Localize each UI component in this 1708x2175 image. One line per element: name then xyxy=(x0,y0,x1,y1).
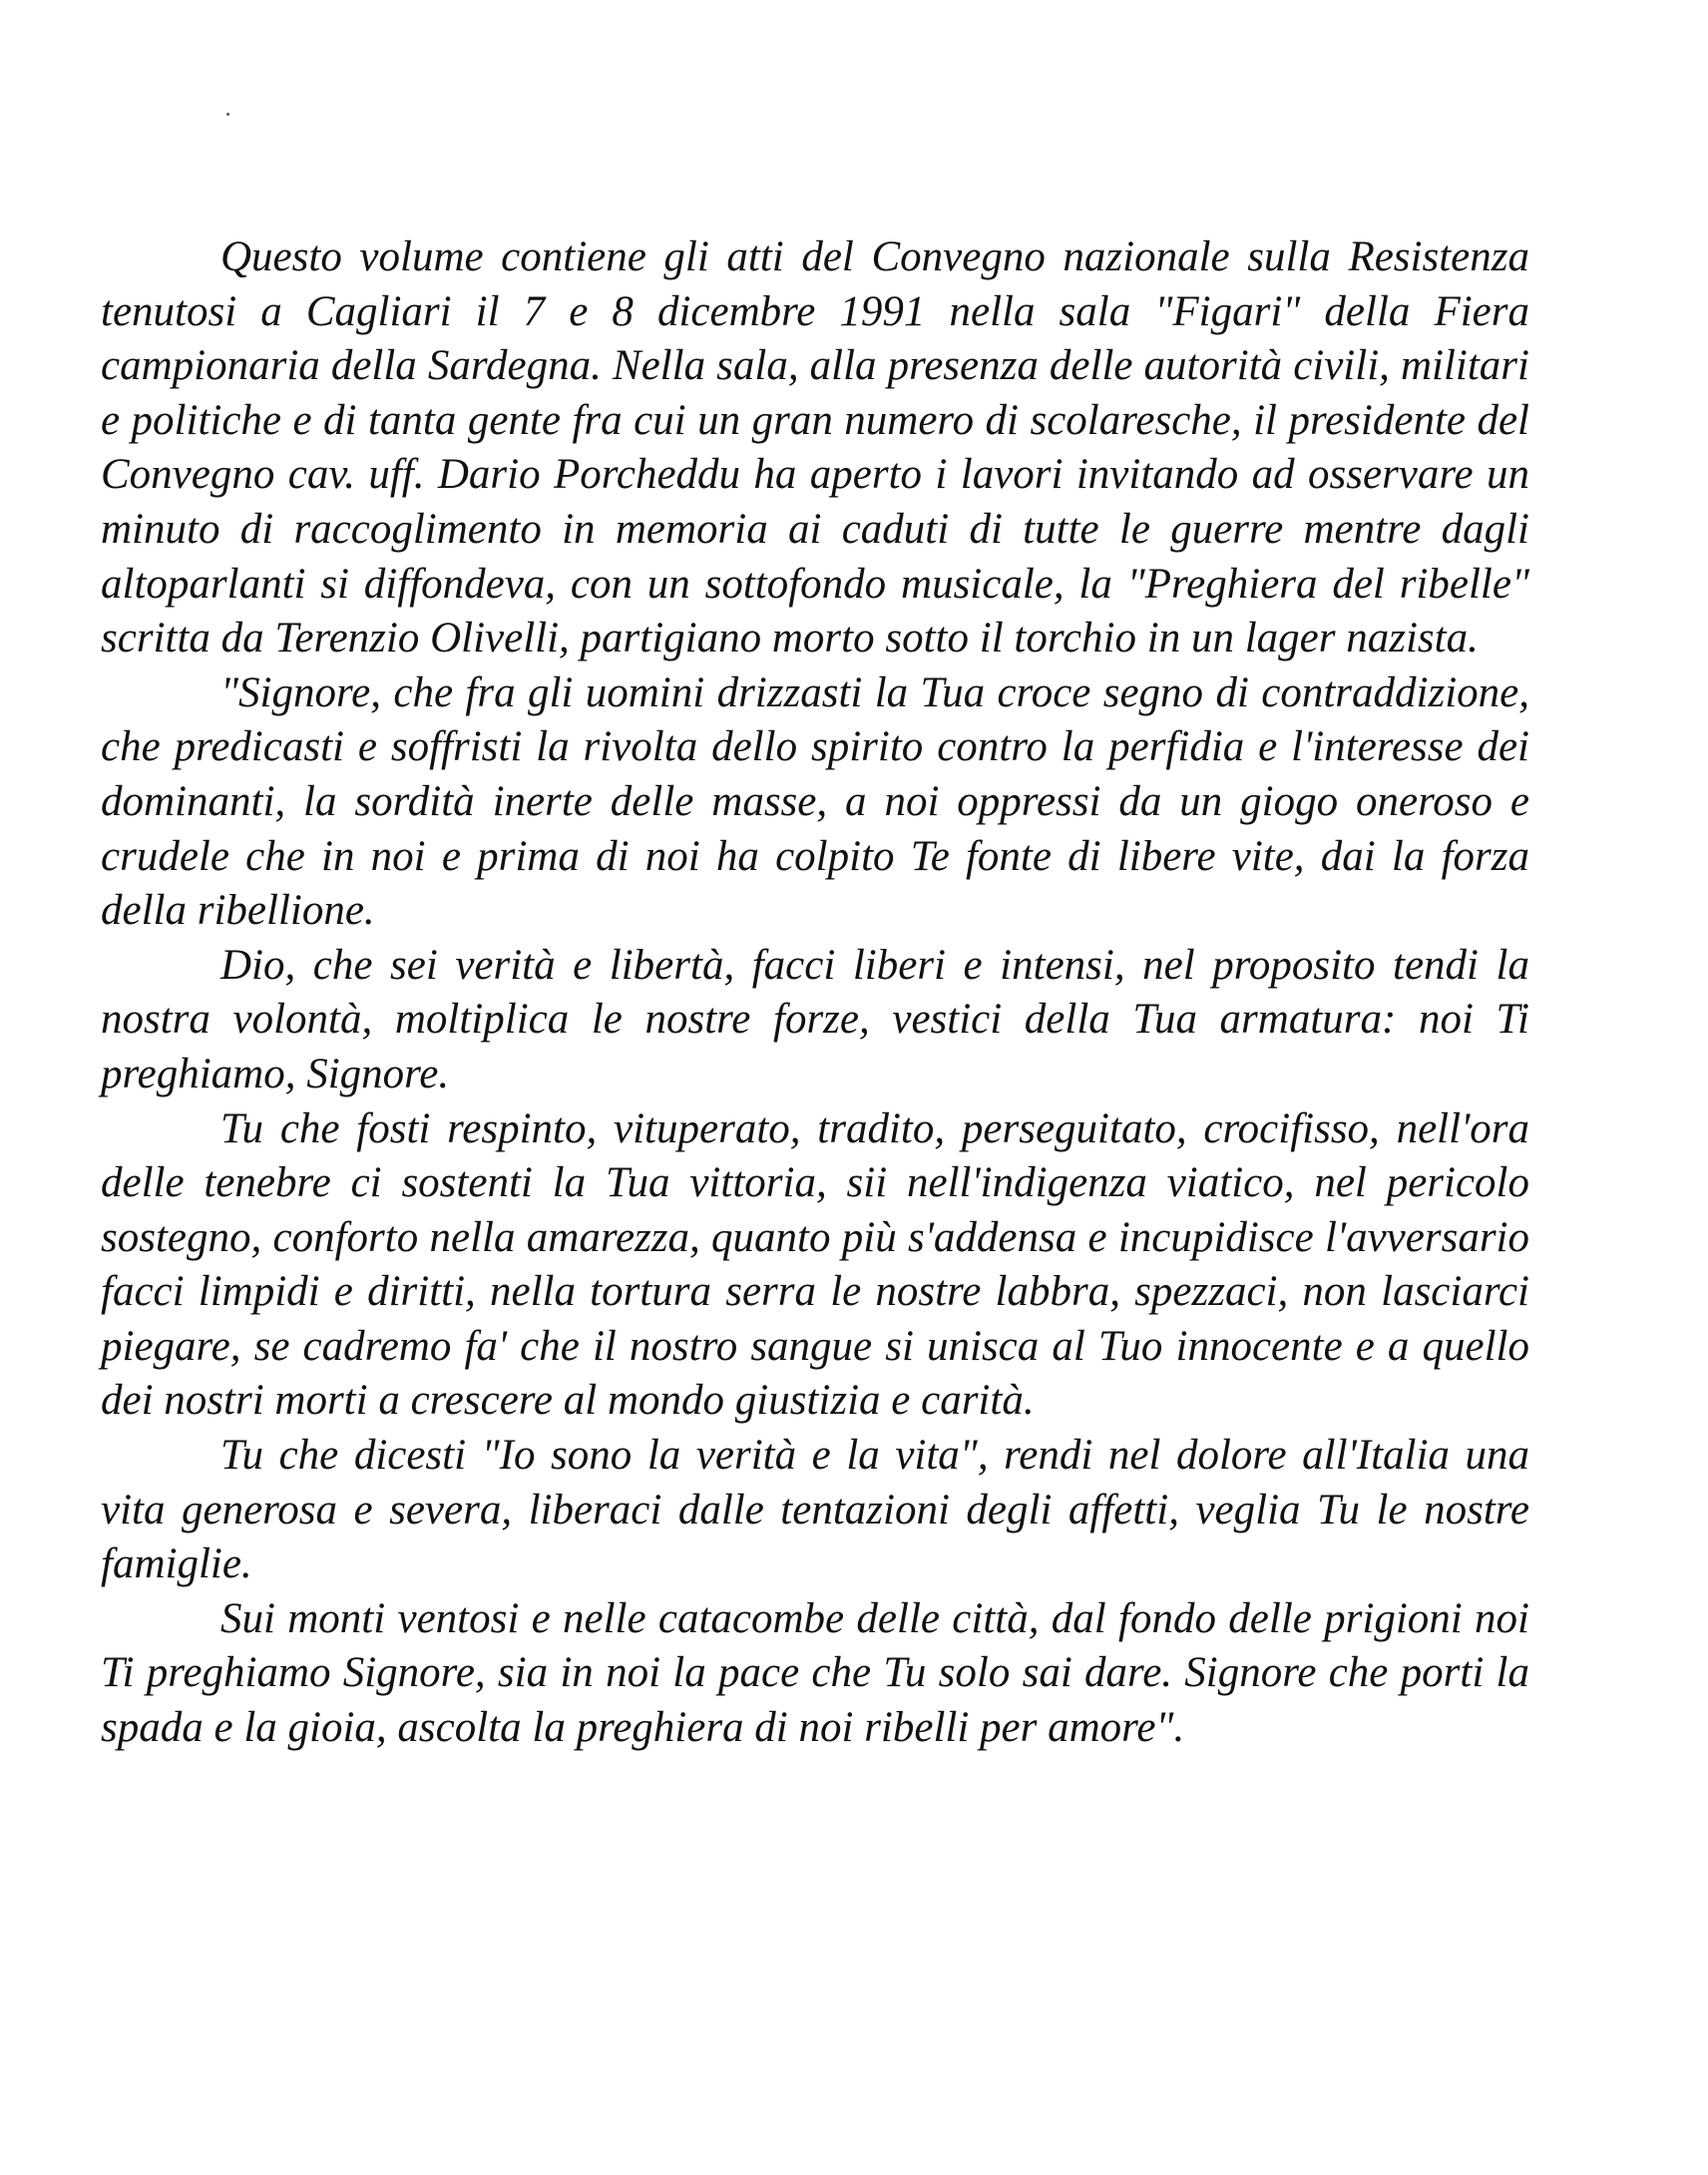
prayer-paragraph-3: Tu che fosti respinto, vituperato, tradito, perseguitato, crocifisso, nell'ora delle tenebre ci sostenti la Tua vittoria, sii nell'indigenza viatico, nel pericolo sostegno, conforto nella amarezza, quanto più s'addensa e incupidisce l'avversario facci limpidi e diritti, nella tortura serra le nostre labbra, spezzaci, non lasciarci piegare, se cadremo fa' che il nostro sangue si unisca al Tuo innocente e a quello dei nostri morti a crescere al mondo giustizia e carità. xyxy=(101,1104,1529,1425)
prayer-paragraph-2: Dio, che sei verità e libertà, facci liberi e intensi, nel proposito tendi la nostra volontà, moltiplica le nostre forze, vestici della Tua armatura: noi Ti preghiamo, Signore. xyxy=(101,941,1529,1097)
document-body xyxy=(101,230,1529,1756)
intro-paragraph: Questo volume contiene gli atti del Convegno nazionale sulla Resistenza tenutosi a Cagliari il 7 e 8 dicembre 1991 nella sala "Figari" della Fiera campionaria della Sardegna. Nella sala, alla presenza delle autorità civili, militari e politiche e di tanta gente fra cui un gran numero di scolaresche, il presidente del Convegno cav. uff. Dario Porcheddu ha aperto i lavori invitando ad osservare un minuto di raccoglimento in memoria ai caduti di tutte le guerre mentre dagli altoparlanti si diffondeva, con un sottofondo musicale, la "Preghiera del ribelle" scritta da Terenzio Olivelli, partigiano morto sotto il torchio in un lager nazista. xyxy=(101,233,1529,662)
prayer-paragraph-1: "Signore, che fra gli uomini drizzasti la Tua croce segno di contraddizione, che predicasti e soffristi la rivolta dello spirito contro la perfidia e l'interesse dei dominanti, la sordità inerte delle masse, a noi oppressi da un giogo oneroso e crudele che in noi e prima di noi ha colpito Te fonte di libere vite, dai la forza della ribellione. xyxy=(101,668,1529,935)
scan-speck xyxy=(226,113,229,116)
prayer-paragraph-5: Sui monti ventosi e nelle catacombe delle città, dal fondo delle prigioni noi Ti preghiamo Signore, sia in noi la pace che Tu solo sai dare. Signore che porti la spada e la gioia, ascolta la preghiera di noi ribelli per amore". xyxy=(101,1594,1529,1752)
prayer-paragraph-4: Tu che dicesti "Io sono la verità e la vita", rendi nel dolore all'Italia una vita generosa e severa, liberaci dalle tentazioni degli affetti, veglia Tu le nostre famiglie. xyxy=(101,1432,1529,1588)
